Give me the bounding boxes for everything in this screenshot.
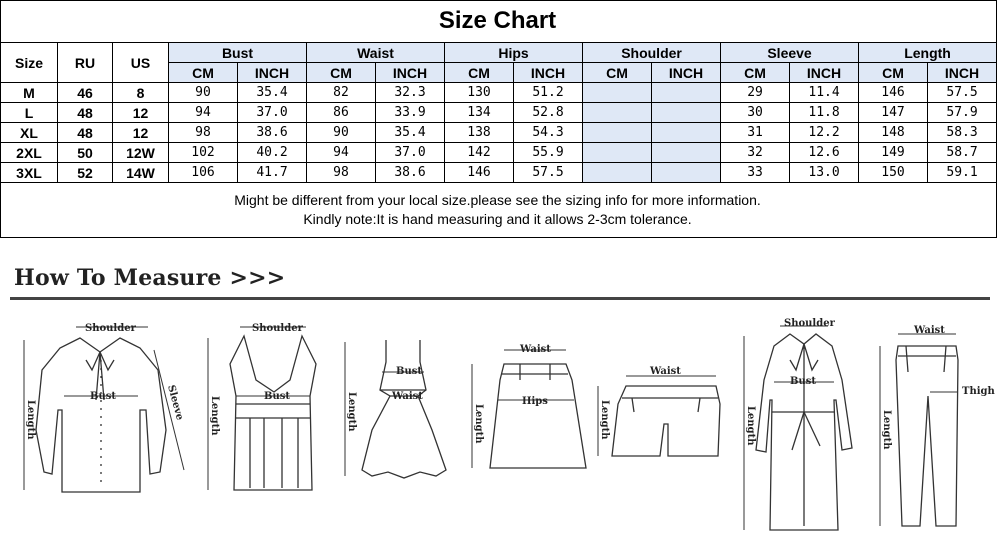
cell-us: 12 bbox=[113, 103, 169, 123]
cell-sleeve-cm: 29 bbox=[721, 83, 790, 103]
size-chart-table bbox=[0, 42, 997, 183]
unit-cm: CM bbox=[859, 63, 928, 83]
cell-shoulder-in bbox=[652, 83, 721, 103]
table-row bbox=[1, 103, 997, 123]
unit-cm: CM bbox=[583, 63, 652, 83]
cell-bust-cm: 106 bbox=[169, 163, 238, 183]
label-waist: Waist bbox=[520, 344, 551, 355]
shorts-diagram bbox=[598, 366, 720, 456]
cell-bust-in: 40.2 bbox=[238, 143, 307, 163]
label-length: Length bbox=[881, 410, 892, 450]
cell-hips-cm: 146 bbox=[445, 163, 514, 183]
cell-bust-in: 37.0 bbox=[238, 103, 307, 123]
label-length: Length bbox=[209, 396, 220, 436]
cell-hips-in: 52.8 bbox=[514, 103, 583, 123]
cell-bust-cm: 90 bbox=[169, 83, 238, 103]
cell-waist-cm: 90 bbox=[307, 123, 376, 143]
cell-size: 3XL bbox=[1, 163, 58, 183]
cell-us: 12 bbox=[113, 123, 169, 143]
table-row bbox=[1, 123, 997, 143]
unit-cm: CM bbox=[307, 63, 376, 83]
cell-ru: 46 bbox=[58, 83, 113, 103]
cell-waist-cm: 94 bbox=[307, 143, 376, 163]
cell-size: L bbox=[1, 103, 58, 123]
cell-sleeve-in: 12.6 bbox=[790, 143, 859, 163]
unit-inch: INCH bbox=[514, 63, 583, 83]
label-waist: Waist bbox=[914, 325, 945, 336]
table-row bbox=[1, 163, 997, 183]
cell-waist-cm: 82 bbox=[307, 83, 376, 103]
table-row bbox=[1, 83, 997, 103]
cell-length-in: 57.9 bbox=[928, 103, 997, 123]
col-ru: RU bbox=[58, 43, 113, 83]
label-bust: Bust bbox=[264, 391, 290, 402]
unit-inch: INCH bbox=[928, 63, 997, 83]
cell-sleeve-cm: 31 bbox=[721, 123, 790, 143]
unit-cm: CM bbox=[721, 63, 790, 83]
label-waist: Waist bbox=[392, 391, 423, 402]
unit-cm: CM bbox=[445, 63, 514, 83]
cell-sleeve-in: 12.2 bbox=[790, 123, 859, 143]
cell-size: M bbox=[1, 83, 58, 103]
cell-bust-cm: 98 bbox=[169, 123, 238, 143]
unit-inch: INCH bbox=[238, 63, 307, 83]
unit-inch: INCH bbox=[790, 63, 859, 83]
cell-hips-in: 51.2 bbox=[514, 83, 583, 103]
label-length: Length bbox=[599, 400, 610, 440]
cell-size: 2XL bbox=[1, 143, 58, 163]
cell-ru: 50 bbox=[58, 143, 113, 163]
blouse-diagram bbox=[24, 323, 185, 492]
cell-bust-in: 41.7 bbox=[238, 163, 307, 183]
cell-shoulder-in bbox=[652, 123, 721, 143]
cell-length-in: 59.1 bbox=[928, 163, 997, 183]
cell-us: 12W bbox=[113, 143, 169, 163]
cell-length-cm: 146 bbox=[859, 83, 928, 103]
cell-shoulder-cm bbox=[583, 163, 652, 183]
cell-waist-cm: 98 bbox=[307, 163, 376, 183]
col-hips: Hips bbox=[445, 43, 583, 63]
cell-length-cm: 149 bbox=[859, 143, 928, 163]
skirt-diagram bbox=[472, 344, 586, 468]
cell-length-cm: 148 bbox=[859, 123, 928, 143]
col-sleeve: Sleeve bbox=[721, 43, 859, 63]
cell-sleeve-cm: 32 bbox=[721, 143, 790, 163]
cell-us: 8 bbox=[113, 83, 169, 103]
label-length: Length bbox=[25, 400, 36, 440]
col-waist: Waist bbox=[307, 43, 445, 63]
col-size: Size bbox=[1, 43, 58, 83]
cell-ru: 48 bbox=[58, 103, 113, 123]
note-line: Kindly note:It is hand measuring and it allows 2-3cm tolerance. bbox=[303, 211, 692, 227]
cell-length-in: 58.7 bbox=[928, 143, 997, 163]
strap-dress-diagram bbox=[345, 340, 446, 478]
cell-hips-cm: 138 bbox=[445, 123, 514, 143]
cell-waist-in: 33.9 bbox=[376, 103, 445, 123]
sizing-notes bbox=[0, 185, 995, 229]
trousers-diagram bbox=[880, 325, 996, 526]
coat-diagram bbox=[744, 318, 852, 530]
label-hips: Hips bbox=[522, 396, 548, 407]
cell-hips-in: 57.5 bbox=[514, 163, 583, 183]
page-title: Size Chart bbox=[0, 0, 995, 43]
cell-length-cm: 147 bbox=[859, 103, 928, 123]
unit-inch: INCH bbox=[652, 63, 721, 83]
label-sleeve: Sleeve bbox=[165, 383, 186, 422]
how-to-measure-heading: How To Measure >>> bbox=[14, 265, 286, 291]
header-row-groups bbox=[1, 43, 997, 63]
cell-size: XL bbox=[1, 123, 58, 143]
cell-bust-cm: 94 bbox=[169, 103, 238, 123]
cell-bust-cm: 102 bbox=[169, 143, 238, 163]
label-shoulder: Shoulder bbox=[85, 323, 136, 334]
unit-inch: INCH bbox=[376, 63, 445, 83]
label-waist: Waist bbox=[650, 366, 681, 377]
cell-shoulder-in bbox=[652, 103, 721, 123]
note-line: Might be different from your local size.please see the sizing info for more information. bbox=[234, 192, 761, 208]
cell-shoulder-in bbox=[652, 163, 721, 183]
cell-shoulder-cm bbox=[583, 83, 652, 103]
cell-length-in: 57.5 bbox=[928, 83, 997, 103]
col-length: Length bbox=[859, 43, 997, 63]
cell-shoulder-cm bbox=[583, 123, 652, 143]
cell-hips-cm: 130 bbox=[445, 83, 514, 103]
cell-sleeve-in: 13.0 bbox=[790, 163, 859, 183]
cell-waist-in: 38.6 bbox=[376, 163, 445, 183]
cell-ru: 48 bbox=[58, 123, 113, 143]
label-bust: Bust bbox=[790, 376, 816, 387]
cell-hips-cm: 134 bbox=[445, 103, 514, 123]
cell-hips-in: 55.9 bbox=[514, 143, 583, 163]
label-bust: Bust bbox=[396, 366, 422, 377]
cell-sleeve-in: 11.8 bbox=[790, 103, 859, 123]
cell-hips-in: 54.3 bbox=[514, 123, 583, 143]
label-bust: Bust bbox=[90, 391, 116, 402]
cell-waist-in: 35.4 bbox=[376, 123, 445, 143]
tank-top-diagram bbox=[208, 323, 316, 490]
label-shoulder: Shoulder bbox=[784, 318, 835, 329]
table-row bbox=[1, 143, 997, 163]
cell-hips-cm: 142 bbox=[445, 143, 514, 163]
unit-cm: CM bbox=[169, 63, 238, 83]
col-us: US bbox=[113, 43, 169, 83]
cell-us: 14W bbox=[113, 163, 169, 183]
cell-waist-in: 32.3 bbox=[376, 83, 445, 103]
cell-length-in: 58.3 bbox=[928, 123, 997, 143]
cell-shoulder-cm bbox=[583, 103, 652, 123]
col-shoulder: Shoulder bbox=[583, 43, 721, 63]
col-bust: Bust bbox=[169, 43, 307, 63]
cell-sleeve-in: 11.4 bbox=[790, 83, 859, 103]
label-length: Length bbox=[745, 406, 756, 446]
garment-diagrams bbox=[0, 300, 997, 556]
cell-bust-in: 35.4 bbox=[238, 83, 307, 103]
label-thigh: Thigh bbox=[962, 386, 995, 397]
cell-waist-in: 37.0 bbox=[376, 143, 445, 163]
label-shoulder: Shoulder bbox=[252, 323, 303, 334]
cell-shoulder-cm bbox=[583, 143, 652, 163]
cell-bust-in: 38.6 bbox=[238, 123, 307, 143]
label-length: Length bbox=[473, 404, 484, 444]
cell-shoulder-in bbox=[652, 143, 721, 163]
cell-sleeve-cm: 30 bbox=[721, 103, 790, 123]
cell-length-cm: 150 bbox=[859, 163, 928, 183]
label-length: Length bbox=[346, 392, 357, 432]
cell-sleeve-cm: 33 bbox=[721, 163, 790, 183]
cell-waist-cm: 86 bbox=[307, 103, 376, 123]
cell-ru: 52 bbox=[58, 163, 113, 183]
